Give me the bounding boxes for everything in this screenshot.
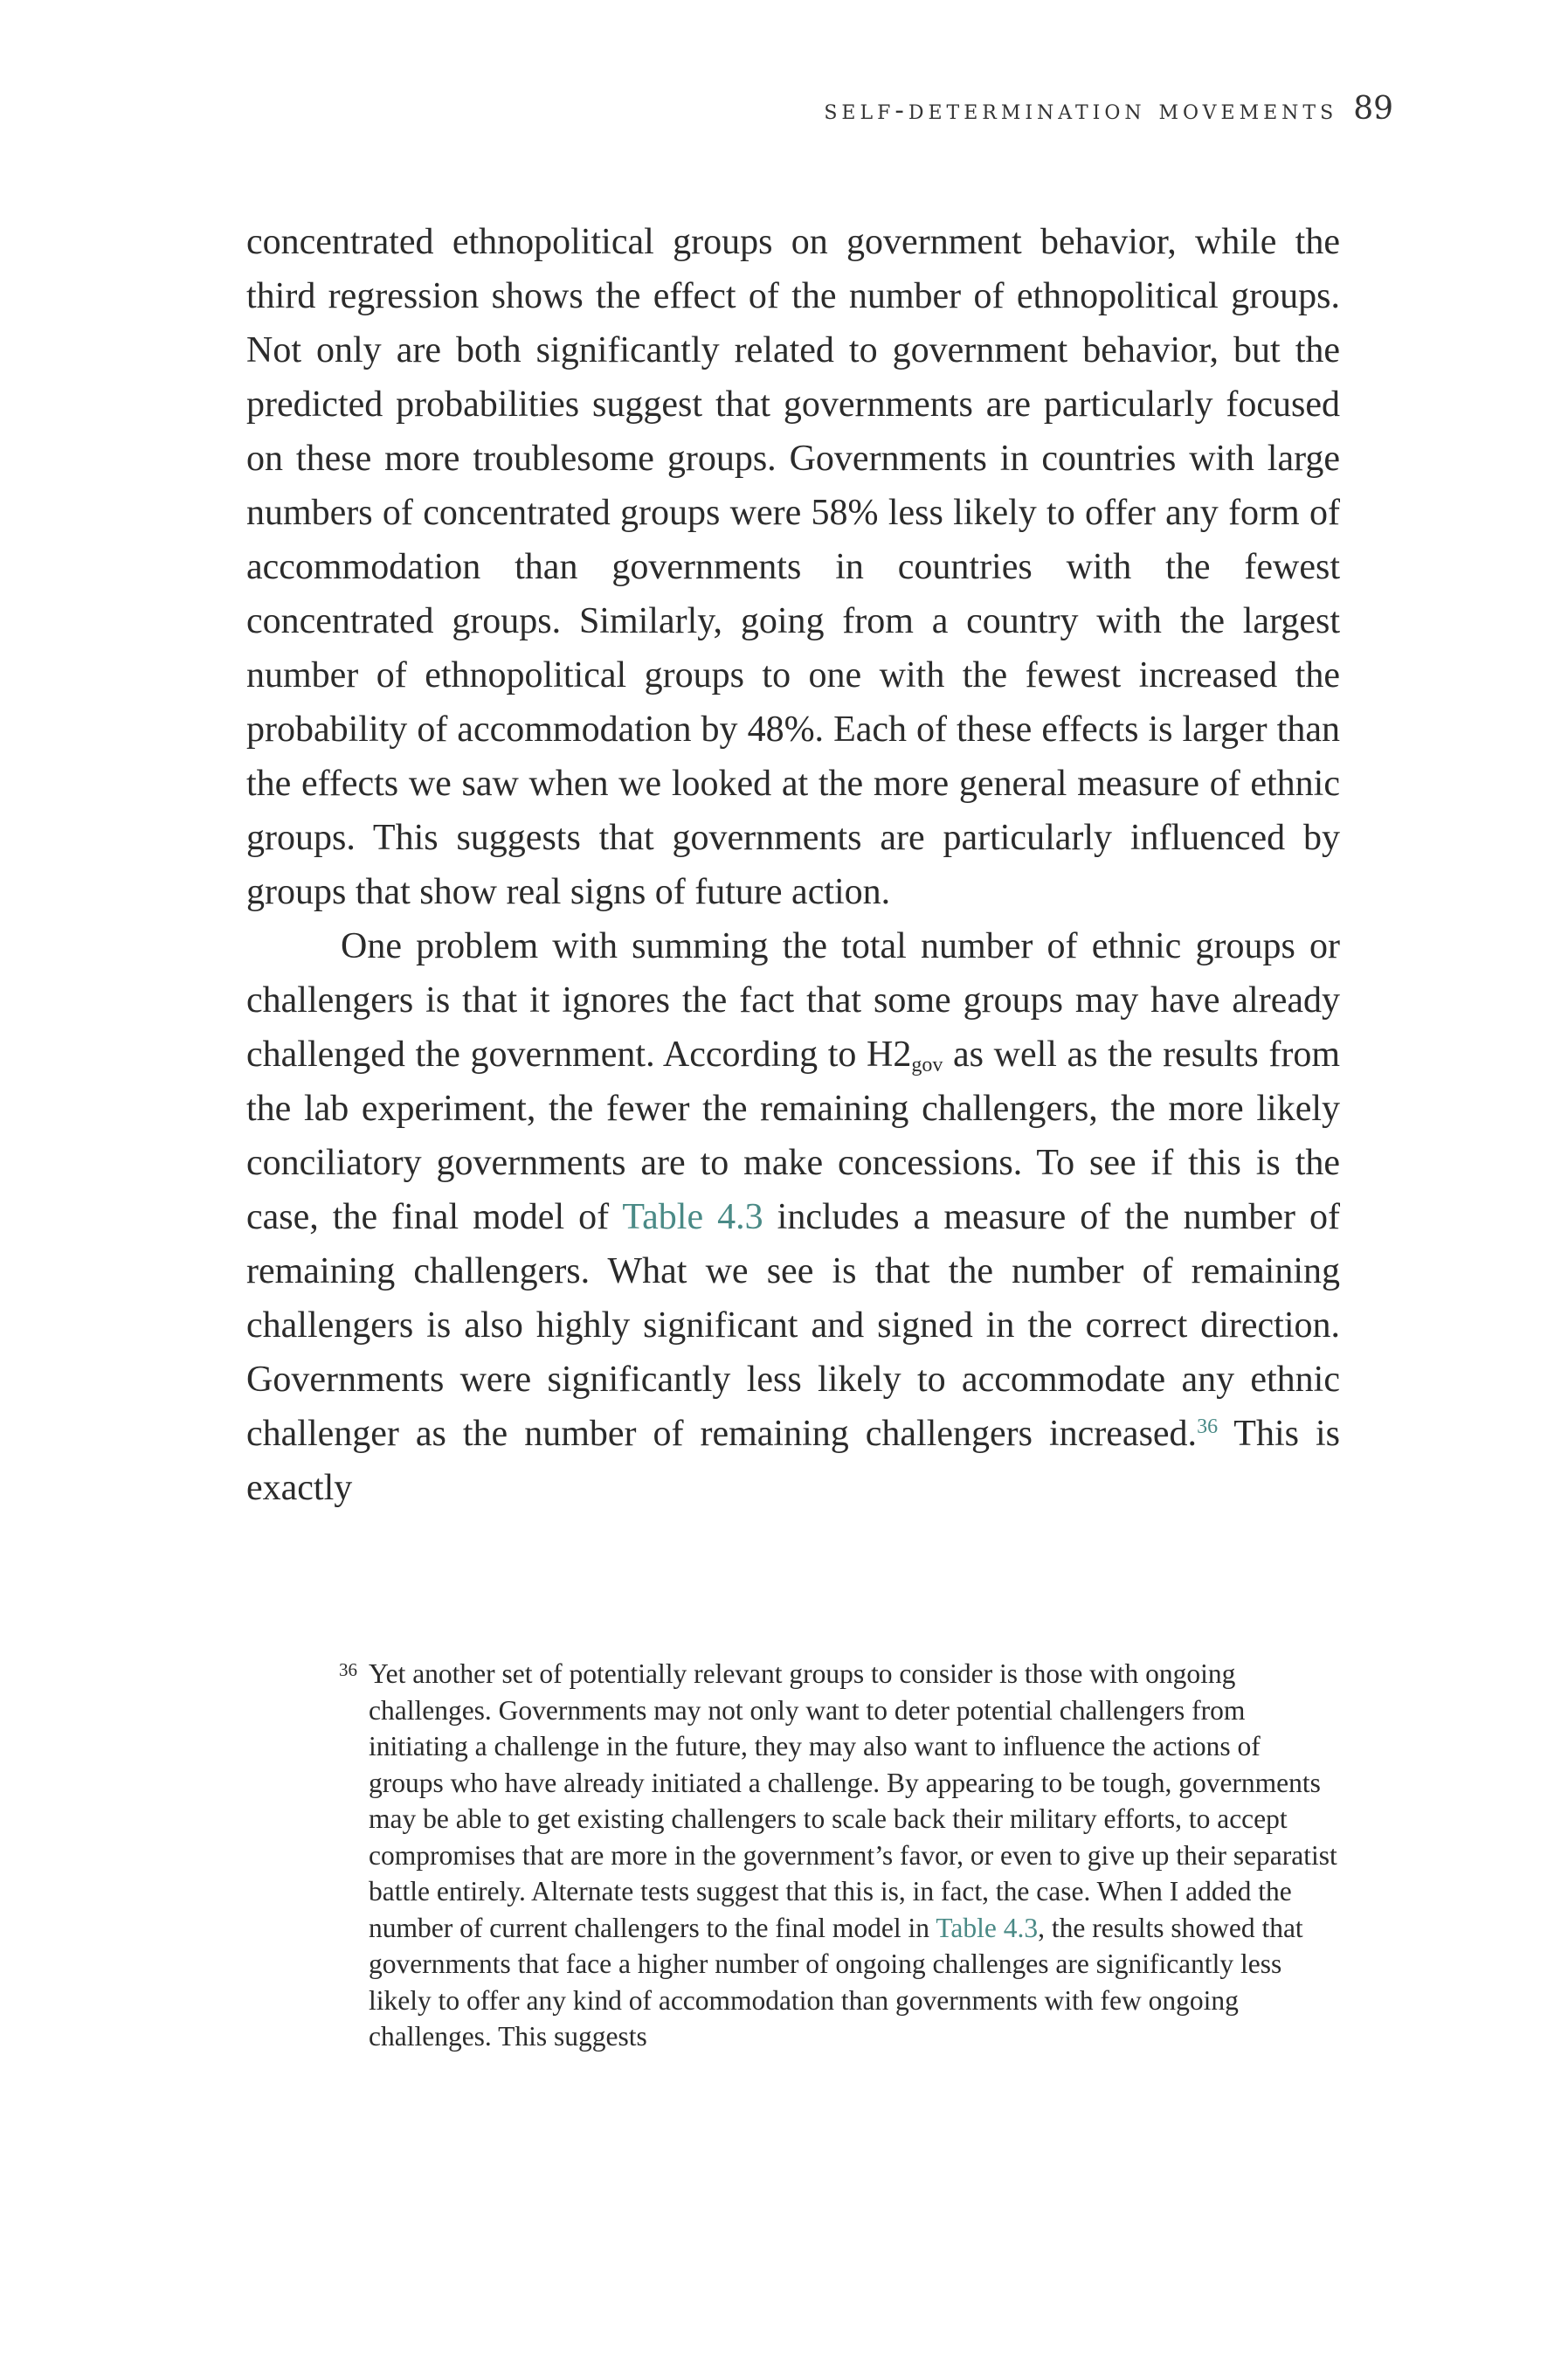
hypothesis-subscript: gov (911, 1054, 943, 1076)
paragraph-2-text-b: as well as the results from the lab experiment, the fewer the remaining challengers, the more likely conciliatory governments are to make concessions. To see if this is the case, the final model of (246, 1035, 1341, 1237)
footnote-table-4-3-link[interactable]: Table 4.3 (936, 1912, 1039, 1943)
paragraph-1-text: concentrated ethnopolitical groups on government behavior, while the third regression shows the effect of the number of ethnopolitical groups. Not only are both significantly related to government behavior, but the predicted probabilities suggest that governments are particularly focused on these more troublesome groups. Governments in countries with large numbers of concentrated groups were 58% less likely to offer any form of accommodation than governments in countries with the fewest concentrated groups. Similarly, going from a country with the largest number of ethnopolitical groups to one with the fewest increased the probability of accommodation by 48%. Each of these effects is larger than the effects we saw when we looked at the more general measure of ethnic groups. This suggests that governments are particularly influenced by groups that show real signs of future action. (246, 222, 1340, 912)
running-head (824, 91, 1393, 127)
footnote-text-a: Yet another set of potentially relevant groups to consider is those with ongoing challenges. Governments may not only want to deter potential challengers from initiating a challenge in the future, they may also want to influence the actions of groups who have already initiated a challenge. By appearing to be tough, governments may be able to get existing challengers to scale back their military efforts, to accept compromises that are more in the government’s favor, or even to give up their separatist battle entirely. Alternate tests suggest that this is, in fact, the case. When I added the number of current challengers to the final model in (369, 1658, 1337, 1943)
footnote-36 (339, 1656, 1340, 2055)
running-head-title: self-determination movements (824, 94, 1338, 126)
footnote-number: 36 (339, 1659, 357, 1680)
footnote-36-ref[interactable]: 36 (1197, 1415, 1219, 1438)
paragraph-1 (246, 215, 1340, 919)
table-4-3-link[interactable]: Table 4.3 (622, 1197, 763, 1237)
paragraph-2-text-d: This is exactly (246, 1414, 1340, 1508)
paragraph-2-text-c: includes a measure of the number of remaining challengers. What we see is that the number of remaining challengers is also highly significant and signed in the correct direction. Governments were significantly less likely to accommodate any ethnic challenger as the number of remaining challengers increased. (246, 1197, 1340, 1454)
paragraph-2-text-a: One problem with summing the total number of ethnic groups or challengers is that it ignores the fact that some groups may have already challenged the government. According to H2 (246, 926, 1340, 1075)
body-text (246, 215, 1340, 1515)
footnote-text (369, 1656, 1340, 2055)
footnote-text-b: , the results showed that governments that face a higher number of ongoing challenges are significantly less likely to offer any kind of accommodation than governments with few ongoing challenges. This suggests (369, 1912, 1303, 2052)
page-number: 89 (1353, 91, 1393, 127)
paragraph-2 (246, 919, 1340, 1515)
